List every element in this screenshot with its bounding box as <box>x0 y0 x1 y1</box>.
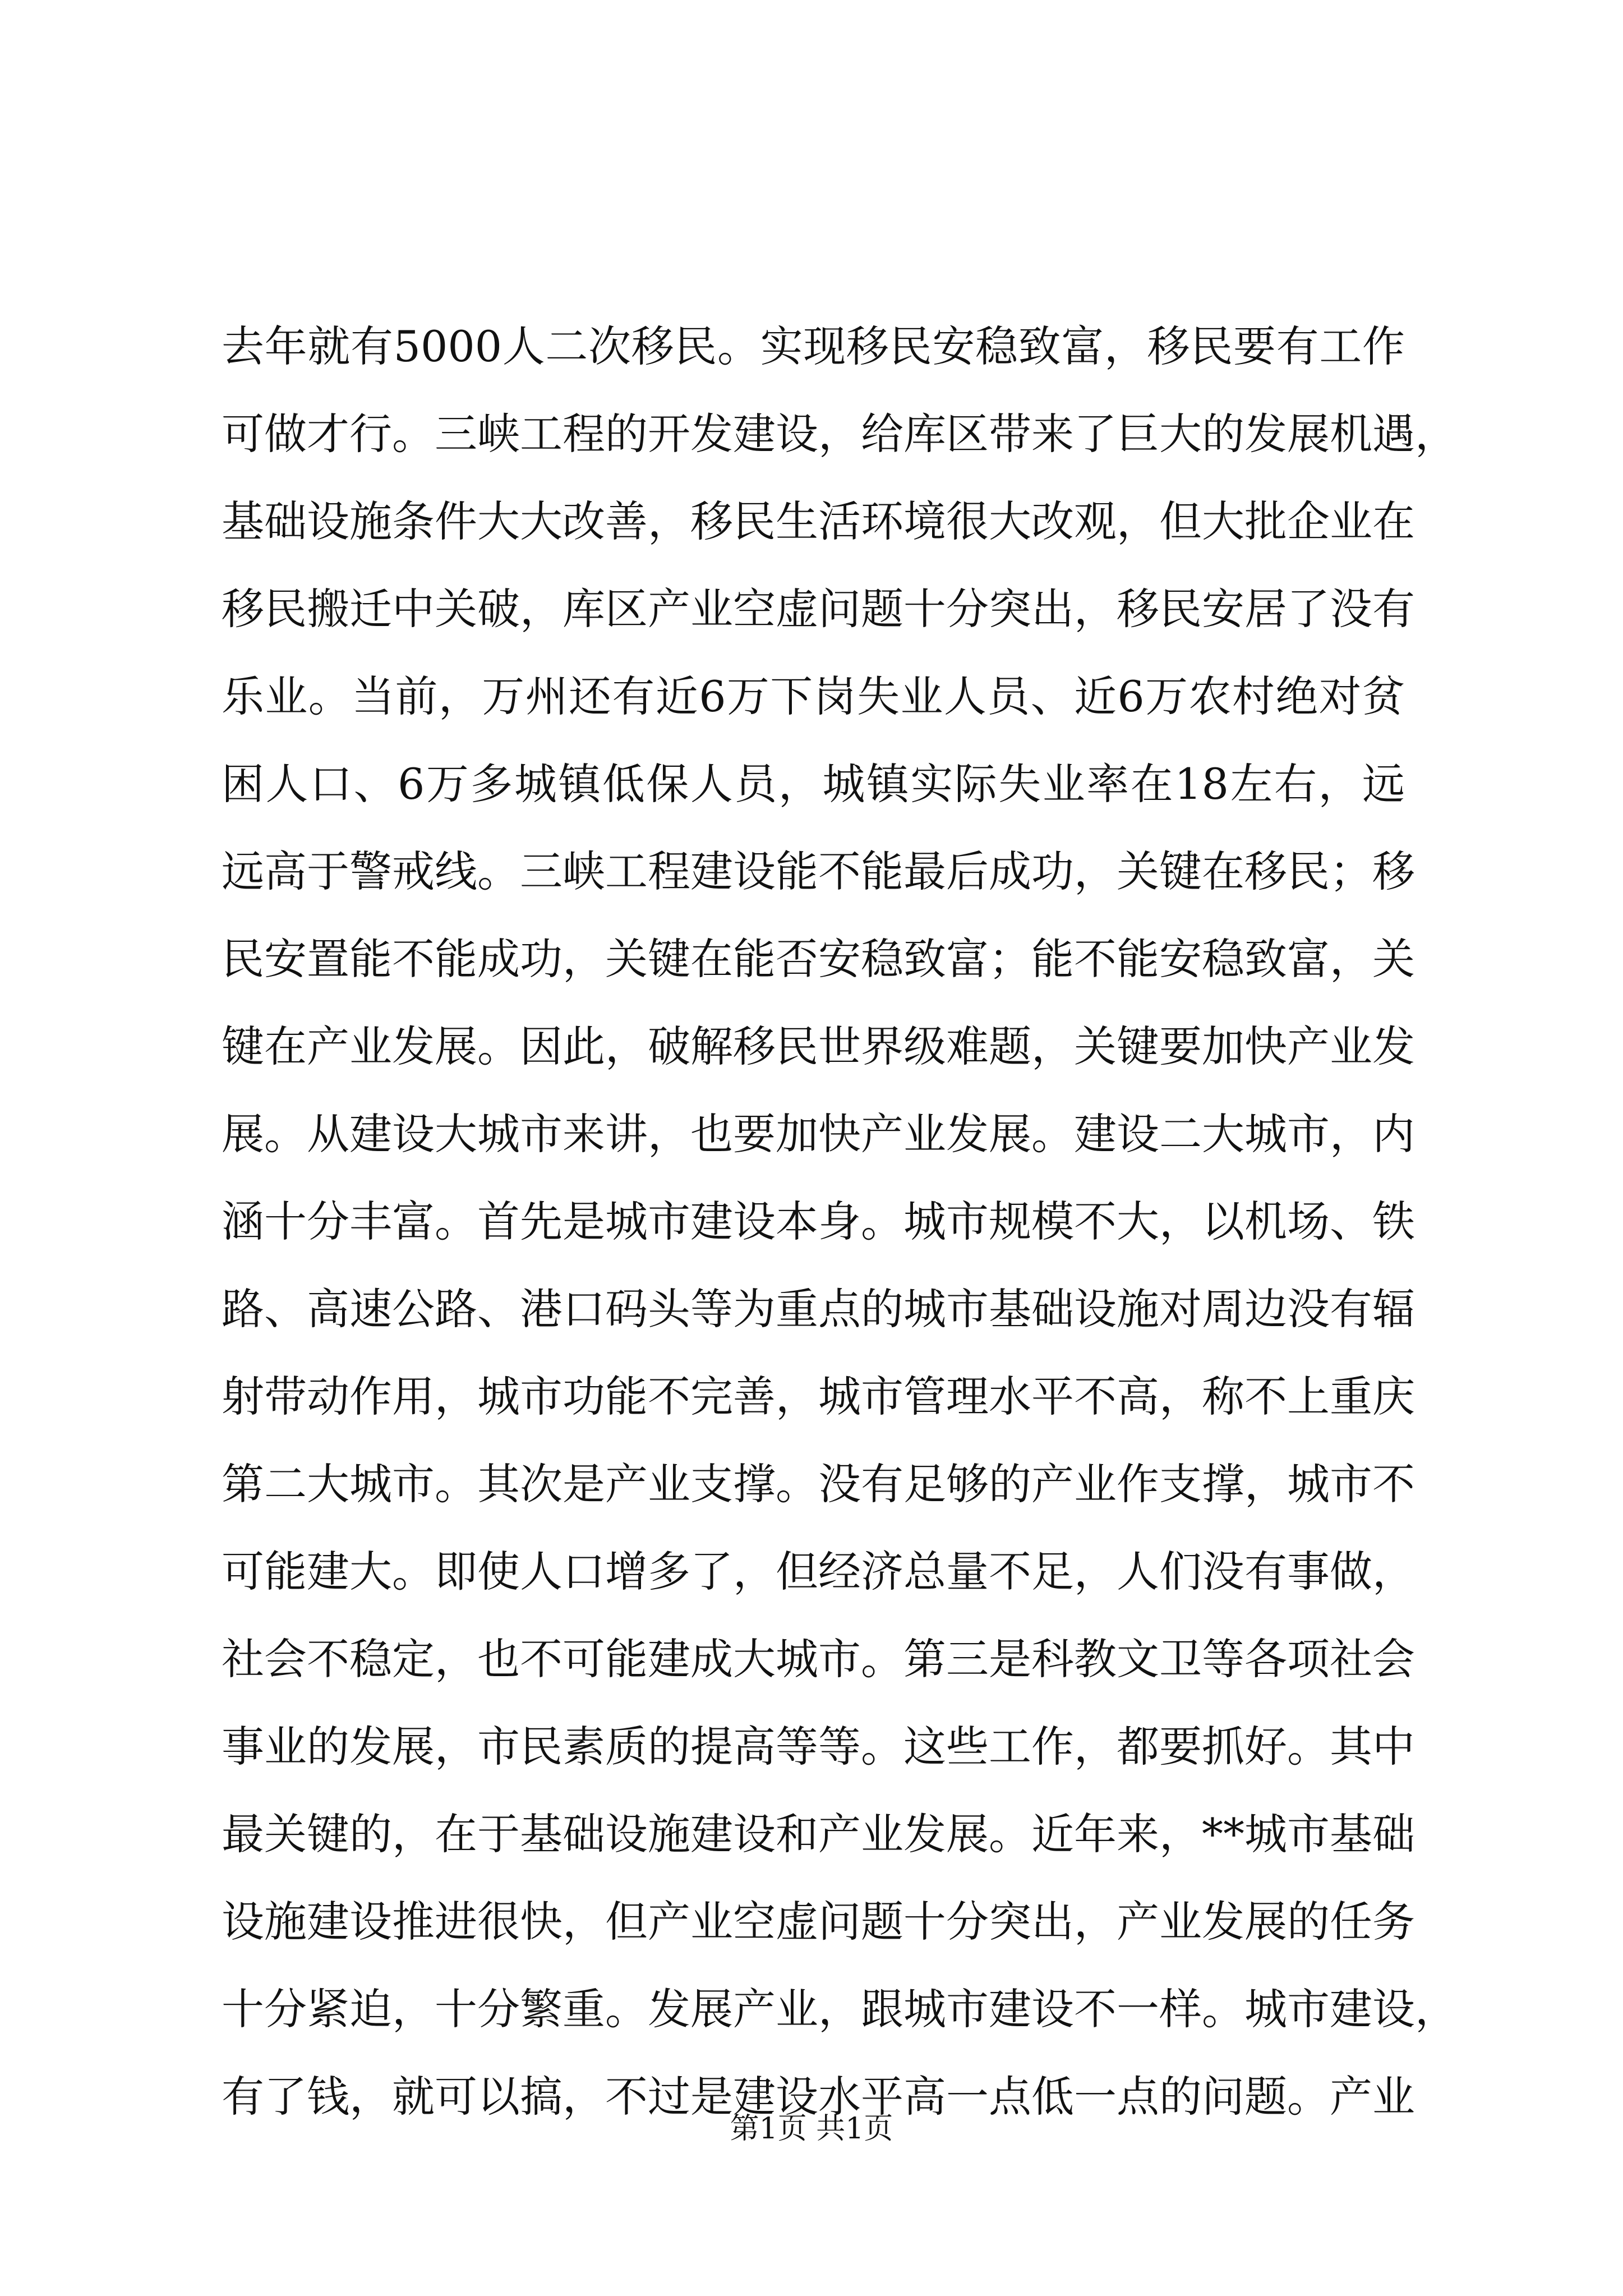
text-line: 涵十分丰富。首先是城市建设本身。城市规模不大，以机场、铁 <box>222 1197 1415 1246</box>
text-line: 最关键的，在于基础设施建设和产业发展。近年来，**城市基础 <box>222 1809 1415 1859</box>
text-line: 展。从建设大城市来讲，也要加快产业发展。建设二大城市，内 <box>222 1109 1415 1159</box>
text-line: 设施建设推进很快，但产业空虚问题十分突出，产业发展的任务 <box>222 1897 1415 1947</box>
text-line: 基础设施条件大大改善，移民生活环境很大改观，但大批企业在 <box>222 496 1415 546</box>
text-line: 移民搬迁中关破，库区产业空虚问题十分突出，移民安居了没有 <box>222 584 1415 634</box>
text-line: 键在产业发展。因此，破解移民世界级难题，关键要加快产业发 <box>222 1022 1415 1071</box>
document-body <box>222 303 1458 2141</box>
text-line: 社会不稳定，也不可能建成大城市。第三是科教文卫等各项社会 <box>222 1634 1415 1684</box>
text-line: 十分紧迫，十分繁重。发展产业，跟城市建设不一样。城市建设， <box>222 1984 1458 2034</box>
text-line: 第二大城市。其次是产业支撑。没有足够的产业作支撑，城市不 <box>222 1459 1415 1509</box>
page-number-label: 第1页 共1页 <box>730 2112 893 2146</box>
text-line: 可能建大。即使人口增多了，但经济总量不足，人们没有事做， <box>222 1547 1415 1596</box>
text-line: 事业的发展，市民素质的提高等等。这些工作，都要抓好。其中 <box>222 1722 1415 1772</box>
text-line: 远高于警戒线。三峡工程建设能不能最后成功，关键在移民；移 <box>222 846 1415 896</box>
text-line: 路、高速公路、港口码头等为重点的城市基础设施对周边没有辐 <box>222 1284 1415 1334</box>
page-footer <box>0 2109 1623 2148</box>
text-line: 有了钱，就可以搞，不过是建设水平高一点低一点的问题。产业 <box>222 2072 1415 2122</box>
text-line: 民安置能不能成功，关键在能否安稳致富；能不能安稳致富，关 <box>222 934 1415 984</box>
text-line: 去年就有5000人二次移民。实现移民安稳致富，移民要有工作 <box>222 321 1405 371</box>
text-line: 困人口、6万多城镇低保人员，城镇实际失业率在18左右，远 <box>222 759 1405 809</box>
text-line: 可做才行。三峡工程的开发建设，给库区带来了巨大的发展机遇， <box>222 409 1458 459</box>
text-line: 乐业。当前，万州还有近6万下岗失业人员、近6万农村绝对贫 <box>222 671 1405 721</box>
text-line: 射带动作用，城市功能不完善，城市管理水平不高，称不上重庆 <box>222 1372 1415 1421</box>
